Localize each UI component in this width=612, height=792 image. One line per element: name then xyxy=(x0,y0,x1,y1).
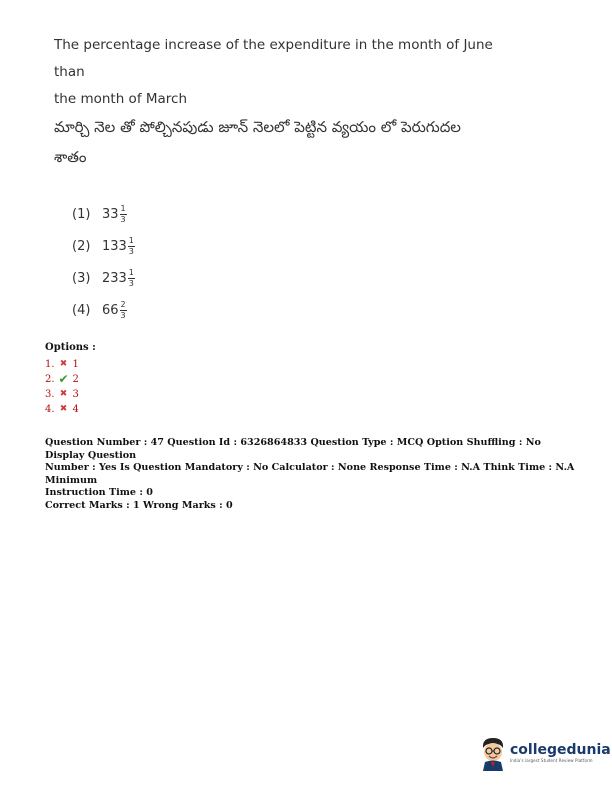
option-value: 2 xyxy=(72,374,79,385)
option-value: 1 xyxy=(72,359,79,370)
option-index: 4. xyxy=(45,404,55,415)
fraction-numerator: 1 xyxy=(128,267,134,277)
metadata-line4: Correct Marks : 1 Wrong Marks : 0 xyxy=(45,499,233,511)
choice-whole: 233 xyxy=(102,270,127,286)
question-metadata xyxy=(45,437,575,512)
option-value: 3 xyxy=(72,389,79,400)
fraction-denominator: 3 xyxy=(120,310,126,320)
student-mascot-icon xyxy=(478,735,508,771)
cross-icon: ✖ xyxy=(59,389,68,399)
option-index: 1. xyxy=(45,359,55,370)
choice-fraction xyxy=(120,205,127,224)
choice-fraction xyxy=(120,301,127,320)
choice-value xyxy=(102,237,135,256)
fraction-numerator: 1 xyxy=(128,235,134,245)
logo-name: collegedunia xyxy=(510,742,611,758)
options-list xyxy=(45,342,96,417)
choice-value xyxy=(102,205,127,224)
logo-text xyxy=(510,743,611,763)
choice-3 xyxy=(72,262,135,294)
choice-number: (2) xyxy=(72,238,91,254)
question-english-line1: The percentage increase of the expenditure in the month of June than xyxy=(54,37,493,80)
option-1 xyxy=(45,357,96,372)
cross-icon: ✖ xyxy=(59,359,68,369)
question-english xyxy=(54,32,524,113)
fraction-numerator: 2 xyxy=(120,299,126,309)
logo-tagline: India's largest Student Review Platform xyxy=(510,758,593,763)
cross-icon: ✖ xyxy=(59,404,68,414)
question-telugu xyxy=(54,112,534,172)
choice-1 xyxy=(72,198,135,230)
metadata-line3: Instruction Time : 0 xyxy=(45,487,153,498)
choice-number: (4) xyxy=(72,302,91,318)
choice-whole: 133 xyxy=(102,238,127,254)
choice-value xyxy=(102,301,127,320)
metadata-line1: Question Number : 47 Question Id : 6326864833 Question Type : MCQ Option Shuffling : No Display Question xyxy=(45,437,541,461)
fraction-numerator: 1 xyxy=(120,203,126,213)
collegedunia-logo xyxy=(478,735,611,771)
metadata-line2: Number : Yes Is Question Mandatory : No Calculator : None Response Time : N.A Think Time : N.A Minimum xyxy=(45,462,575,486)
choice-2 xyxy=(72,230,135,262)
answer-choices xyxy=(72,198,135,326)
fraction-denominator: 3 xyxy=(120,214,126,224)
choice-4 xyxy=(72,294,135,326)
question-telugu-line2: శాతం xyxy=(54,148,87,166)
choice-fraction xyxy=(128,269,135,288)
question-telugu-line1: మార్చి నెల తో పోల్చినపుడు జూన్ నెలలో పెట్టిన వ్యయం లో పెరుగుదల xyxy=(54,118,461,136)
choice-whole: 66 xyxy=(102,302,119,318)
fraction-denominator: 3 xyxy=(128,278,134,288)
choice-fraction xyxy=(128,237,135,256)
option-2 xyxy=(45,372,96,387)
choice-number: (3) xyxy=(72,270,91,286)
choice-number: (1) xyxy=(72,206,91,222)
choice-value xyxy=(102,269,135,288)
option-index: 3. xyxy=(45,389,55,400)
option-value: 4 xyxy=(72,404,79,415)
option-3 xyxy=(45,387,96,402)
fraction-denominator: 3 xyxy=(128,246,134,256)
options-heading: Options : xyxy=(45,342,96,353)
check-icon: ✔ xyxy=(58,372,69,386)
question-english-line2: the month of March xyxy=(54,91,188,107)
choice-whole: 33 xyxy=(102,206,119,222)
option-index: 2. xyxy=(45,374,55,385)
option-4 xyxy=(45,402,96,417)
